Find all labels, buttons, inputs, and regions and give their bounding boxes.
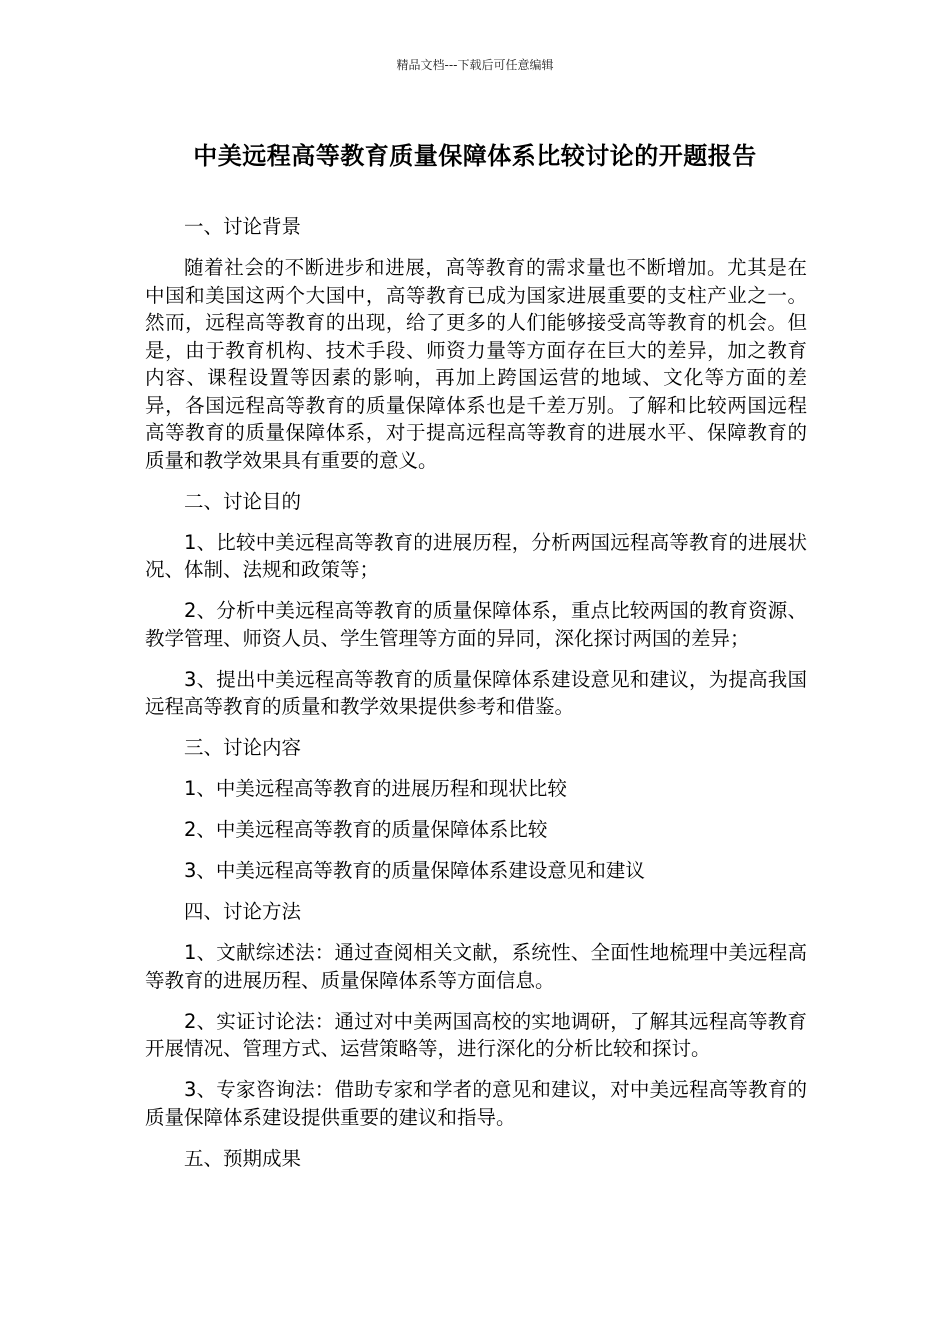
content-item-3: 3、中美远程高等教育的质量保障体系建设意见和建议 xyxy=(184,859,645,882)
method-item-1: 1、文献综述法：通过查阅相关文献，系统性、全面性地梳理中美远程高等教育的进展历程、质量保障体系等方面信息。 xyxy=(145,941,807,992)
section-heading-content: 三、讨论内容 xyxy=(184,736,302,759)
content-item-2: 2、中美远程高等教育的质量保障体系比较 xyxy=(184,818,548,841)
content-item-1: 1、中美远程高等教育的进展历程和现状比较 xyxy=(184,777,567,800)
page-header: 精品文档---下载后可任意编辑 xyxy=(396,58,554,72)
section-heading-background: 一、讨论背景 xyxy=(184,215,302,238)
method-item-2: 2、实证讨论法：通过对中美两国高校的实地调研，了解其远程高等教育开展情况、管理方式、运营策略等，进行深化的分析比较和探讨。 xyxy=(145,1009,807,1060)
purpose-item-1: 1、比较中美远程高等教育的进展历程，分析两国远程高等教育的进展状况、体制、法规和政策等； xyxy=(145,530,807,581)
document-body xyxy=(145,213,807,1186)
section-heading-expected-results: 五、预期成果 xyxy=(184,1146,302,1170)
paragraph-background: 随着社会的不断进步和进展，高等教育的需求量也不断增加。尤其是在中国和美国这两个大国中，高等教育已成为国家进展重要的支柱产业之一。然而，远程高等教育的出现，给了更多的人们能够接受高等教育的机会。但是，由于教育机构、技术手段、师资力量等方面存在巨大的差异，加之教育内容、课程设置等因素的影响，再加上跨国运营的地域、文化等方面的差异，各国远程高等教育的质量保障体系也是千差万别。了解和比较两国远程高等教育的质量保障体系，对于提高远程高等教育的进展水平、保障教育的质量和教学效果具有重要的意义。 xyxy=(145,256,807,472)
document-title: 中美远程高等教育质量保障体系比较讨论的开题报告 xyxy=(193,142,757,170)
section-heading-methods: 四、讨论方法 xyxy=(184,900,302,923)
purpose-item-2: 2、分析中美远程高等教育的质量保障体系，重点比较两国的教育资源、教学管理、师资人员、学生管理等方面的异同，深化探讨两国的差异； xyxy=(145,599,807,650)
method-item-3: 3、专家咨询法：借助专家和学者的意见和建议，对中美远程高等教育的质量保障体系建设提供重要的建议和指导。 xyxy=(145,1078,807,1129)
purpose-item-3: 3、提出中美远程高等教育的质量保障体系建设意见和建议，为提高我国远程高等教育的质量和教学效果提供参考和借鉴。 xyxy=(145,667,807,718)
section-heading-purpose: 二、讨论目的 xyxy=(184,489,302,513)
